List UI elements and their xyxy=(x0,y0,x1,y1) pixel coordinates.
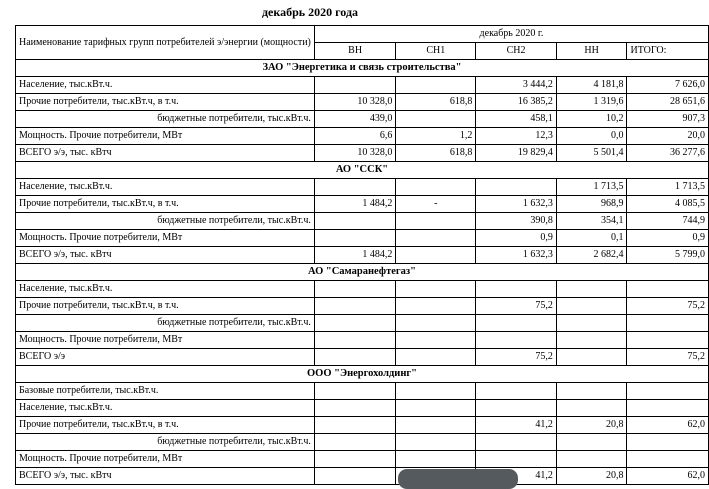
table-cell: 4 181,8 xyxy=(556,77,627,94)
row-label: Население, тыс.кВт.ч. xyxy=(16,179,315,196)
row-label: ВСЕГО э/э xyxy=(16,349,315,366)
row-label: Прочие потребители, тыс.кВт.ч, в т.ч. xyxy=(16,298,315,315)
row-label: бюджетные потребители, тыс.кВт.ч. xyxy=(16,315,315,332)
table-cell xyxy=(396,451,476,468)
table-row xyxy=(16,179,709,196)
row-label: ВСЕГО э/э, тыс. кВтч xyxy=(16,468,315,485)
company-name: АО "ССК" xyxy=(16,162,709,179)
table-cell: 36 277,6 xyxy=(627,145,709,162)
table-cell: 75,2 xyxy=(627,349,709,366)
page-title: декабрь 2020 года xyxy=(261,5,359,19)
table-cell xyxy=(556,434,627,451)
row-label: Прочие потребители, тыс.кВт.ч, в т.ч. xyxy=(16,196,315,213)
overlay-pill xyxy=(398,469,518,489)
column-header-vn: ВН xyxy=(314,43,395,60)
table-cell: 458,1 xyxy=(476,111,556,128)
table-row xyxy=(16,383,709,400)
table-cell: 75,2 xyxy=(476,349,556,366)
table-cell: 1 484,2 xyxy=(314,247,395,264)
table-cell: 20,8 xyxy=(556,468,627,485)
table-cell: 618,8 xyxy=(396,94,476,111)
table-cell xyxy=(396,111,476,128)
table-cell: 390,8 xyxy=(476,213,556,230)
company-name: ЗАО "Энергетика и связь строительства" xyxy=(16,60,709,77)
row-label: Мощность. Прочие потребители, МВт xyxy=(16,332,315,349)
table-cell xyxy=(314,434,395,451)
group-name-header: Наименование тарифных групп потребителей э/энергии (мощности) xyxy=(16,26,315,60)
table-cell: 62,0 xyxy=(627,417,709,434)
table-cell xyxy=(627,434,709,451)
table-cell: 1 319,6 xyxy=(556,94,627,111)
row-label: Базовые потребители, тыс.кВт.ч. xyxy=(16,383,315,400)
table-cell: 28 651,6 xyxy=(627,94,709,111)
table-cell: 41,2 xyxy=(476,417,556,434)
period-header: декабрь 2020 г. xyxy=(314,26,708,43)
table-cell xyxy=(627,400,709,417)
table-cell xyxy=(396,349,476,366)
table-cell xyxy=(314,179,395,196)
table-cell: 3 444,2 xyxy=(476,77,556,94)
table-cell xyxy=(396,230,476,247)
table-cell xyxy=(396,281,476,298)
company-row xyxy=(16,264,709,281)
table-cell xyxy=(396,383,476,400)
table-cell xyxy=(314,451,395,468)
table-cell: 62,0 xyxy=(627,468,709,485)
column-header-nn: НН xyxy=(556,43,627,60)
table-row xyxy=(16,434,709,451)
table-cell xyxy=(627,315,709,332)
table-cell: - xyxy=(396,196,476,213)
table-cell: 5 501,4 xyxy=(556,145,627,162)
row-label: ВСЕГО э/э, тыс. кВтч xyxy=(16,247,315,264)
table-row xyxy=(16,94,709,111)
table-cell: 4 085,5 xyxy=(627,196,709,213)
table-row xyxy=(16,349,709,366)
row-label: бюджетные потребители, тыс.кВт.ч. xyxy=(16,111,315,128)
table-cell xyxy=(314,230,395,247)
table-cell: 1 713,5 xyxy=(627,179,709,196)
table-cell xyxy=(396,434,476,451)
table-cell xyxy=(556,315,627,332)
row-label: Мощность. Прочие потребители, МВт xyxy=(16,451,315,468)
table-cell: 16 385,2 xyxy=(476,94,556,111)
table-cell xyxy=(396,332,476,349)
table-cell: 968,9 xyxy=(556,196,627,213)
table-row xyxy=(16,298,709,315)
table-cell: 6,6 xyxy=(314,128,395,145)
table-cell xyxy=(314,77,395,94)
row-label: Мощность. Прочие потребители, МВт xyxy=(16,128,315,145)
table-cell xyxy=(314,315,395,332)
table-cell xyxy=(396,400,476,417)
table-cell: 75,2 xyxy=(476,298,556,315)
table-cell: 41,2 xyxy=(476,468,556,485)
table-cell xyxy=(396,298,476,315)
table-cell: 0,9 xyxy=(476,230,556,247)
table-cell: 618,8 xyxy=(396,145,476,162)
table-row xyxy=(16,230,709,247)
table-row xyxy=(16,111,709,128)
table-cell xyxy=(627,281,709,298)
table-row xyxy=(16,468,709,485)
table-cell xyxy=(476,383,556,400)
table-row xyxy=(16,196,709,213)
table-row xyxy=(16,451,709,468)
table-row xyxy=(16,77,709,94)
column-header-total: ИТОГО: xyxy=(627,43,709,60)
table-row xyxy=(16,213,709,230)
row-label: бюджетные потребители, тыс.кВт.ч. xyxy=(16,213,315,230)
table-cell xyxy=(556,298,627,315)
table-cell xyxy=(314,213,395,230)
company-row xyxy=(16,366,709,383)
table-row xyxy=(16,145,709,162)
company-name: АО "Самаранефтегаз" xyxy=(16,264,709,281)
table-cell xyxy=(314,298,395,315)
row-label: ВСЕГО э/э, тыс. кВтч xyxy=(16,145,315,162)
column-header-sn2: СН2 xyxy=(476,43,556,60)
table-cell: 439,0 xyxy=(314,111,395,128)
row-label: Население, тыс.кВт.ч. xyxy=(16,77,315,94)
table-cell xyxy=(476,400,556,417)
table-cell: 0,0 xyxy=(556,128,627,145)
table-cell xyxy=(396,315,476,332)
table-cell: 1 632,3 xyxy=(476,196,556,213)
table-row xyxy=(16,128,709,145)
table-cell: 0,1 xyxy=(556,230,627,247)
table-cell xyxy=(314,468,395,485)
table-cell: 19 829,4 xyxy=(476,145,556,162)
table-cell xyxy=(476,281,556,298)
table-cell xyxy=(627,451,709,468)
tariff-table xyxy=(15,25,709,485)
table-cell xyxy=(314,332,395,349)
table-cell xyxy=(314,349,395,366)
table-cell: 20,8 xyxy=(556,417,627,434)
table-row xyxy=(16,247,709,264)
table-cell xyxy=(556,451,627,468)
table-cell xyxy=(314,383,395,400)
table-cell: 1 484,2 xyxy=(314,196,395,213)
table-cell xyxy=(396,417,476,434)
table-cell: 1 632,3 xyxy=(476,247,556,264)
table-cell: 744,9 xyxy=(627,213,709,230)
header-row xyxy=(16,26,709,43)
table-row xyxy=(16,281,709,298)
table-cell: 10 328,0 xyxy=(314,94,395,111)
row-label: бюджетные потребители, тыс.кВт.ч. xyxy=(16,434,315,451)
table-cell: 1 713,5 xyxy=(556,179,627,196)
row-label: Население, тыс.кВт.ч. xyxy=(16,281,315,298)
table-cell xyxy=(314,400,395,417)
table-cell: 354,1 xyxy=(556,213,627,230)
table-row xyxy=(16,315,709,332)
table-cell xyxy=(556,349,627,366)
table-cell: 10,2 xyxy=(556,111,627,128)
table-row xyxy=(16,332,709,349)
table-cell xyxy=(396,213,476,230)
company-row xyxy=(16,162,709,179)
table-row xyxy=(16,400,709,417)
table-cell: 20,0 xyxy=(627,128,709,145)
table-cell: 5 799,0 xyxy=(627,247,709,264)
company-name: ООО "Энергохолдинг" xyxy=(16,366,709,383)
table-cell xyxy=(556,332,627,349)
table-cell xyxy=(556,400,627,417)
table-cell xyxy=(476,315,556,332)
table-cell xyxy=(556,383,627,400)
table-cell xyxy=(476,451,556,468)
table-cell: 12,3 xyxy=(476,128,556,145)
table-cell xyxy=(396,77,476,94)
table-cell xyxy=(476,332,556,349)
table-cell xyxy=(314,417,395,434)
table-cell xyxy=(627,383,709,400)
table-cell: 10 328,0 xyxy=(314,145,395,162)
table-cell: 2 682,4 xyxy=(556,247,627,264)
table-cell xyxy=(476,179,556,196)
company-row xyxy=(16,60,709,77)
table-row xyxy=(16,417,709,434)
table-cell: 7 626,0 xyxy=(627,77,709,94)
row-label: Прочие потребители, тыс.кВт.ч, в т.ч. xyxy=(16,94,315,111)
table-cell xyxy=(314,281,395,298)
table-cell xyxy=(476,434,556,451)
table-cell: 0,9 xyxy=(627,230,709,247)
table-cell: 1,2 xyxy=(396,128,476,145)
column-header-sn1: СН1 xyxy=(396,43,476,60)
table-cell xyxy=(556,281,627,298)
row-label: Мощность. Прочие потребители, МВт xyxy=(16,230,315,247)
table-cell: 75,2 xyxy=(627,298,709,315)
table-cell: 907,3 xyxy=(627,111,709,128)
table-cell xyxy=(396,247,476,264)
row-label: Население, тыс.кВт.ч. xyxy=(16,400,315,417)
table-cell xyxy=(627,332,709,349)
row-label: Прочие потребители, тыс.кВт.ч, в т.ч. xyxy=(16,417,315,434)
table-cell xyxy=(396,179,476,196)
